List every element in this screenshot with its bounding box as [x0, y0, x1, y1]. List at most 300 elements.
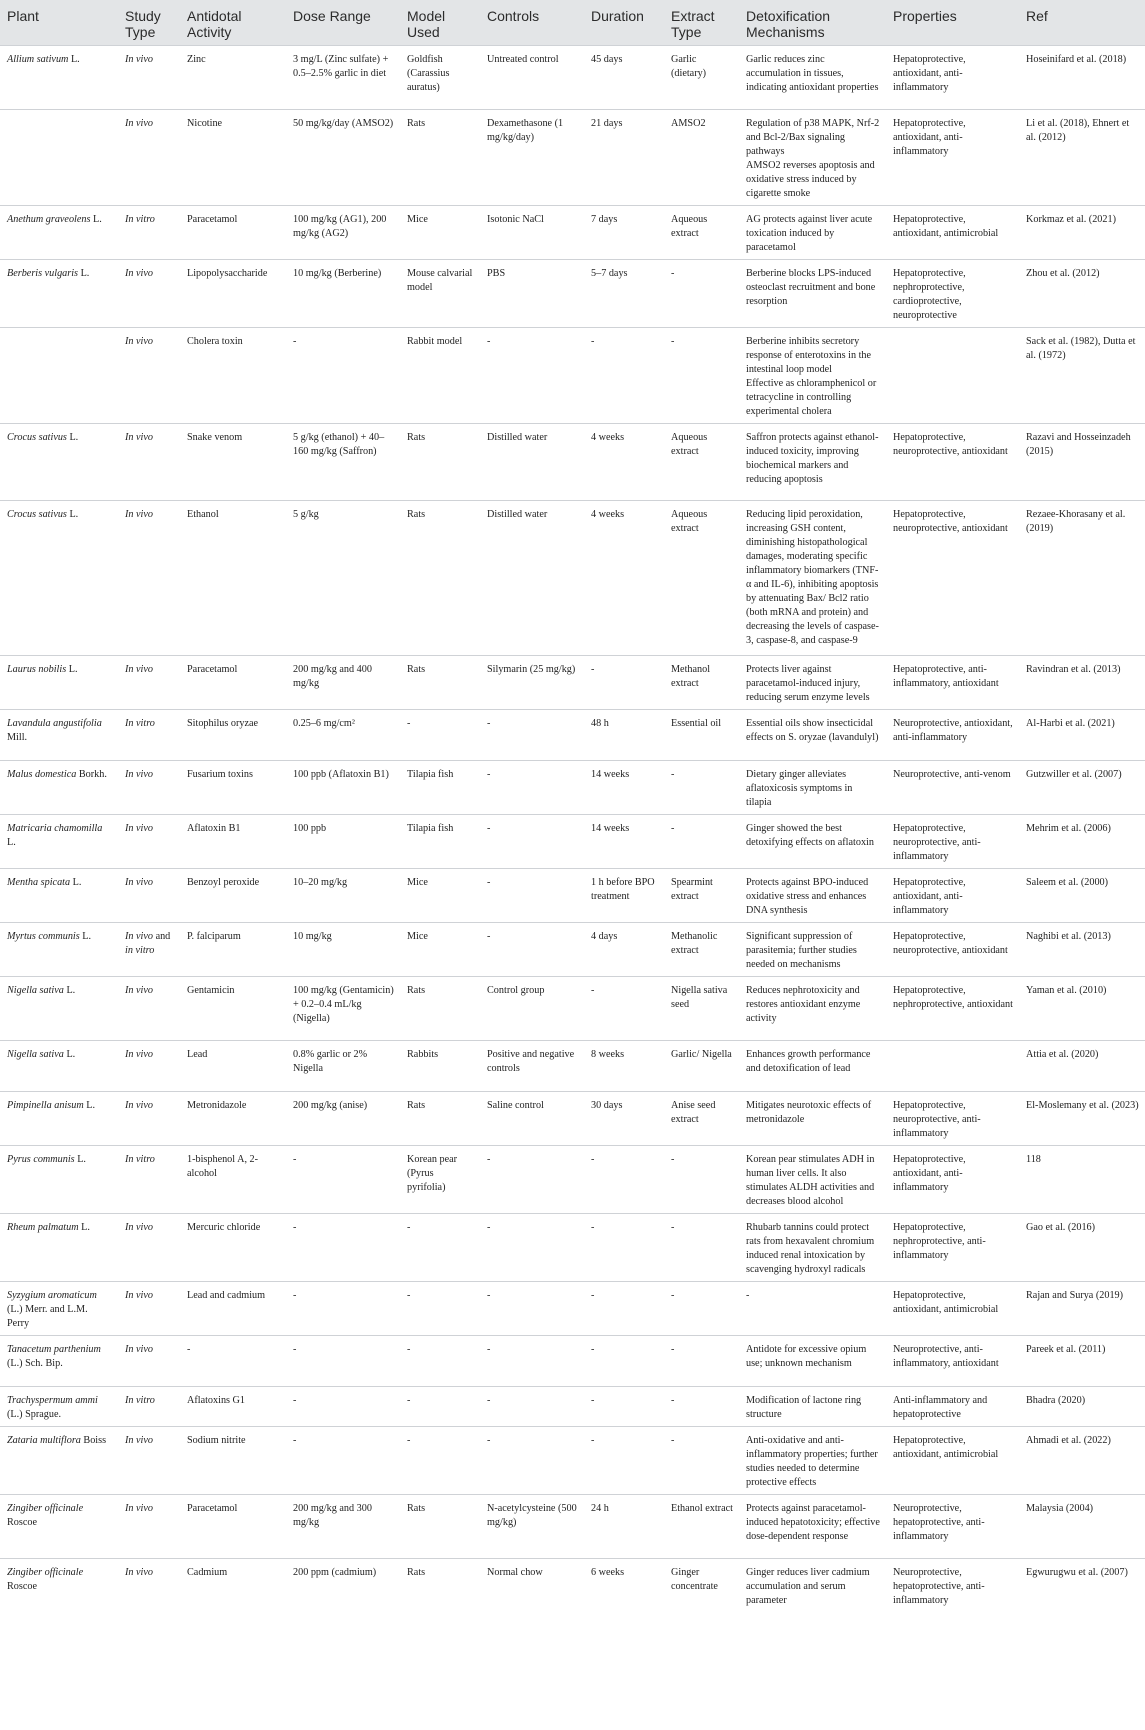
study-type-cell [118, 1146, 180, 1214]
duration-cell: 6 weeks [584, 1559, 664, 1613]
model-cell: Goldfish (Carassius auratus) [400, 46, 480, 110]
mechanisms-cell: - [739, 1282, 886, 1336]
study-type: In vivo [125, 432, 154, 443]
plant-cell [0, 761, 118, 815]
study-type: In vivo [125, 118, 154, 129]
activity-cell: Metronidazole [180, 1092, 286, 1146]
plant-name: Berberis vulgaris [7, 268, 79, 279]
ref-cell: Razavi and Hosseinzadeh (2015) [1019, 424, 1145, 501]
study-type: In vitro [125, 718, 155, 729]
plant-cell [0, 260, 118, 328]
model-cell: - [400, 1214, 480, 1282]
column-header: Model Used [400, 0, 480, 46]
column-header: Antidotal Activity [180, 0, 286, 46]
plant-name: Matricaria chamomilla [7, 823, 103, 834]
table-row [0, 46, 1145, 110]
activity-cell: Sodium nitrite [180, 1427, 286, 1495]
study-type-cell [118, 815, 180, 869]
properties-cell: Neuroprotective, hepatoprotective, anti-inflammatory [886, 1495, 1019, 1559]
table-row [0, 1336, 1145, 1387]
extract-cell: Nigella sativa seed [664, 977, 739, 1041]
table-row [0, 1282, 1145, 1336]
mechanisms-cell: Essential oils show insecticidal effects on S. oryzae (lavandulyl) [739, 710, 886, 761]
plant-name: Zingiber officinale [7, 1567, 84, 1578]
activity-cell: Ethanol [180, 501, 286, 656]
table-row [0, 977, 1145, 1041]
plant-author: L. [63, 1049, 76, 1060]
mechanisms-cell: Berberine inhibits secretory response of enterotoxins in the intestinal loop model Effective as chloramphenicol or tetracycline in controlling experimental cholera [739, 328, 886, 424]
model-cell: Rats [400, 1495, 480, 1559]
study-type: In vivo [125, 1100, 154, 1111]
duration-cell: 1 h before BPO treatment [584, 869, 664, 923]
duration-cell: 4 weeks [584, 501, 664, 656]
plant-author: Borkh. [76, 769, 107, 780]
extract-cell: Anise seed extract [664, 1092, 739, 1146]
plant-cell [0, 110, 118, 206]
properties-cell: Hepatoprotective, antioxidant, antimicrobial [886, 1427, 1019, 1495]
study-type-cell [118, 1282, 180, 1336]
study-type: In vivo [125, 54, 154, 65]
plant-cell [0, 424, 118, 501]
study-type-cell [118, 206, 180, 260]
extract-cell: - [664, 260, 739, 328]
activity-cell: Paracetamol [180, 656, 286, 710]
extract-cell: Aqueous extract [664, 501, 739, 656]
model-cell: Mice [400, 923, 480, 977]
plant-cell [0, 1495, 118, 1559]
plant-author: L. [68, 54, 80, 65]
properties-cell: Hepatoprotective, neuroprotective, anti-inflammatory [886, 815, 1019, 869]
plant-cell [0, 501, 118, 656]
ref-cell: Gutzwiller et al. (2007) [1019, 761, 1145, 815]
ref-cell: Pareek et al. (2011) [1019, 1336, 1145, 1387]
dose-cell: 10 mg/kg [286, 923, 400, 977]
dose-cell: 50 mg/kg/day (AMSO2) [286, 110, 400, 206]
study-type: In vivo [125, 1344, 154, 1355]
extract-cell: AMSO2 [664, 110, 739, 206]
properties-cell [886, 328, 1019, 424]
controls-cell: - [480, 869, 584, 923]
table-row [0, 1559, 1145, 1613]
model-cell: - [400, 1282, 480, 1336]
plant-author: L. [63, 985, 76, 996]
ref-cell: Malaysia (2004) [1019, 1495, 1145, 1559]
properties-cell: Hepatoprotective, antioxidant, anti-inflammatory [886, 869, 1019, 923]
study-type-cell [118, 328, 180, 424]
study-type-cell [118, 656, 180, 710]
column-header: Extract Type [664, 0, 739, 46]
mechanisms-cell: Reduces nephrotoxicity and restores antioxidant enzyme activity [739, 977, 886, 1041]
study-type-cell [118, 260, 180, 328]
controls-cell: Isotonic NaCl [480, 206, 584, 260]
activity-cell: Lead [180, 1041, 286, 1092]
mechanisms-cell: Significant suppression of parasitemia; further studies needed on mechanisms [739, 923, 886, 977]
mechanisms-cell: Reducing lipid peroxidation, increasing GSH content, diminishing histopathological damages, moderating specific inflammatory biomarkers (TNF-α and IL-6), inhibiting apoptosis by attenuating Bax/ Bcl2 ratio (both mRNA and protein) and decreasing the levels of caspase-3, caspase-8, and caspase-9 [739, 501, 886, 656]
mechanisms-cell: AG protects against liver acute toxication induced by paracetamol [739, 206, 886, 260]
activity-cell: Fusarium toxins [180, 761, 286, 815]
plant-name: Mentha spicata [7, 877, 71, 888]
study-type-cell [118, 501, 180, 656]
table-row [0, 1214, 1145, 1282]
study-type-cell [118, 1387, 180, 1427]
controls-cell: Normal chow [480, 1559, 584, 1613]
dose-cell: 10–20 mg/kg [286, 869, 400, 923]
study-type: In vivo [125, 1222, 154, 1233]
plant-author: L. [83, 1100, 96, 1111]
controls-cell: - [480, 923, 584, 977]
dose-cell: - [286, 1387, 400, 1427]
plant-name: Myrtus communis [7, 931, 80, 942]
plant-author: L. [66, 509, 79, 520]
extract-cell: - [664, 1146, 739, 1214]
study-type-cell [118, 710, 180, 761]
plant-name: Anethum graveolens [7, 214, 91, 225]
mechanisms-cell: Berberine blocks LPS-induced osteoclast recruitment and bone resorption [739, 260, 886, 328]
study-type-cell [118, 1495, 180, 1559]
dose-cell: 0.8% garlic or 2% Nigella [286, 1041, 400, 1092]
plant-name: Nigella sativa [7, 1049, 64, 1060]
extract-cell: Aqueous extract [664, 424, 739, 501]
model-cell: Rats [400, 656, 480, 710]
duration-cell: 21 days [584, 110, 664, 206]
dose-cell: - [286, 1214, 400, 1282]
ref-cell: 118 [1019, 1146, 1145, 1214]
plant-name: Nigella sativa [7, 985, 64, 996]
properties-cell: Hepatoprotective, neuroprotective, anti-inflammatory [886, 1092, 1019, 1146]
controls-cell: - [480, 761, 584, 815]
controls-cell: - [480, 1282, 584, 1336]
table-row [0, 656, 1145, 710]
properties-cell: Hepatoprotective, antioxidant, anti-inflammatory [886, 1146, 1019, 1214]
study-type: In vivo [125, 1503, 154, 1514]
extract-cell: - [664, 815, 739, 869]
duration-cell: - [584, 1282, 664, 1336]
model-cell: Rats [400, 424, 480, 501]
plant-name: Pimpinella anisum [7, 1100, 84, 1111]
extract-cell: Methanol extract [664, 656, 739, 710]
extract-cell: Aqueous extract [664, 206, 739, 260]
extract-cell: Ethanol extract [664, 1495, 739, 1559]
properties-cell: Hepatoprotective, antioxidant, anti-inflammatory [886, 110, 1019, 206]
controls-cell: Distilled water [480, 424, 584, 501]
model-cell: Rats [400, 977, 480, 1041]
dose-cell: 100 ppb [286, 815, 400, 869]
plant-name: Zingiber officinale [7, 1503, 84, 1514]
dose-cell: 0.25–6 mg/cm² [286, 710, 400, 761]
duration-cell: - [584, 1387, 664, 1427]
dose-cell: 10 mg/kg (Berberine) [286, 260, 400, 328]
ref-cell: Li et al. (2018), Ehnert et al. (2012) [1019, 110, 1145, 206]
mechanisms-cell: Regulation of p38 MAPK, Nrf-2 and Bcl-2/Bax signaling pathways AMSO2 reverses apoptosis and oxidative stress induced by cigarette smoke [739, 110, 886, 206]
study-type-conjunction: and [153, 931, 171, 942]
header-row [0, 0, 1145, 46]
study-type: In vivo [125, 985, 154, 996]
plant-author: L. [78, 1222, 90, 1233]
duration-cell: 8 weeks [584, 1041, 664, 1092]
ref-cell: Naghibi et al. (2013) [1019, 923, 1145, 977]
dose-cell: 3 mg/L (Zinc sulfate) + 0.5–2.5% garlic in diet [286, 46, 400, 110]
controls-cell: PBS [480, 260, 584, 328]
activity-cell: 1-bisphenol A, 2-alcohol [180, 1146, 286, 1214]
table-row [0, 260, 1145, 328]
properties-cell: Hepatoprotective, antioxidant, antimicrobial [886, 1282, 1019, 1336]
plant-cell [0, 923, 118, 977]
dose-cell: 5 g/kg (ethanol) + 40–160 mg/kg (Saffron) [286, 424, 400, 501]
study-type-cell [118, 977, 180, 1041]
duration-cell: 4 weeks [584, 424, 664, 501]
mechanisms-cell: Ginger showed the best detoxifying effects on aflatoxin [739, 815, 886, 869]
column-header: Detoxification Mechanisms [739, 0, 886, 46]
controls-cell: Positive and negative controls [480, 1041, 584, 1092]
study-type-cell [118, 1092, 180, 1146]
study-type: In vivo [125, 664, 154, 675]
study-type: In vivo [125, 268, 154, 279]
table-row [0, 1041, 1145, 1092]
study-type: In vivo [125, 336, 154, 347]
study-type-cell [118, 46, 180, 110]
controls-cell: Dexamethasone (1 mg/kg/day) [480, 110, 584, 206]
activity-cell: Mercuric chloride [180, 1214, 286, 1282]
model-cell: Tilapia fish [400, 815, 480, 869]
duration-cell: - [584, 1427, 664, 1495]
table-row [0, 1092, 1145, 1146]
model-cell: Mice [400, 206, 480, 260]
column-header: Study Type [118, 0, 180, 46]
study-type: In vitro [125, 214, 155, 225]
duration-cell: 4 days [584, 923, 664, 977]
plant-name: Malus domestica [7, 769, 77, 780]
properties-cell: Neuroprotective, anti-venom [886, 761, 1019, 815]
extract-cell: Ginger concentrate [664, 1559, 739, 1613]
study-type: In vivo [125, 1567, 154, 1578]
duration-cell: 30 days [584, 1092, 664, 1146]
ref-cell: Rajan and Surya (2019) [1019, 1282, 1145, 1336]
duration-cell: - [584, 1146, 664, 1214]
controls-cell: Untreated control [480, 46, 584, 110]
study-type-cell [118, 923, 180, 977]
plant-author: L. [66, 432, 79, 443]
activity-cell: Paracetamol [180, 206, 286, 260]
model-cell: Rats [400, 1559, 480, 1613]
controls-cell: Silymarin (25 mg/kg) [480, 656, 584, 710]
properties-cell: Hepatoprotective, nephroprotective, antioxidant [886, 977, 1019, 1041]
dose-cell: - [286, 1146, 400, 1214]
dose-cell: 200 ppm (cadmium) [286, 1559, 400, 1613]
controls-cell: - [480, 1214, 584, 1282]
dose-cell: - [286, 328, 400, 424]
table-row [0, 110, 1145, 206]
mechanisms-cell: Modification of lactone ring structure [739, 1387, 886, 1427]
properties-cell: Hepatoprotective, neuroprotective, antioxidant [886, 424, 1019, 501]
activity-cell: Nicotine [180, 110, 286, 206]
model-cell: Rats [400, 110, 480, 206]
plant-cell [0, 815, 118, 869]
activity-cell: Gentamicin [180, 977, 286, 1041]
table-row [0, 710, 1145, 761]
plant-cell [0, 1092, 118, 1146]
mechanisms-cell: Garlic reduces zinc accumulation in tissues, indicating antioxidant properties [739, 46, 886, 110]
controls-cell: Saline control [480, 1092, 584, 1146]
plant-cell [0, 1559, 118, 1613]
dose-cell: 200 mg/kg (anise) [286, 1092, 400, 1146]
activity-cell: Aflatoxins G1 [180, 1387, 286, 1427]
plant-cell [0, 1427, 118, 1495]
ref-cell: Saleem et al. (2000) [1019, 869, 1145, 923]
activity-cell: Lead and cadmium [180, 1282, 286, 1336]
properties-cell: Neuroprotective, hepatoprotective, anti-inflammatory [886, 1559, 1019, 1613]
dose-cell: - [286, 1336, 400, 1387]
controls-cell: - [480, 1387, 584, 1427]
duration-cell: - [584, 1336, 664, 1387]
column-header: Plant [0, 0, 118, 46]
table-row [0, 1427, 1145, 1495]
mechanisms-cell: Rhubarb tannins could protect rats from hexavalent chromium induced renal intoxication by scavenging hydroxyl radicals [739, 1214, 886, 1282]
extract-cell: - [664, 1387, 739, 1427]
mechanisms-cell: Protects against BPO-induced oxidative stress and enhances DNA synthesis [739, 869, 886, 923]
ref-cell: Bhadra (2020) [1019, 1387, 1145, 1427]
study-type: In vivo [125, 823, 154, 834]
study-type: In vivo [125, 1290, 154, 1301]
activity-cell: Cholera toxin [180, 328, 286, 424]
study-type-cell [118, 424, 180, 501]
properties-cell: Hepatoprotective, antioxidant, antimicrobial [886, 206, 1019, 260]
ref-cell: Ravindran et al. (2013) [1019, 656, 1145, 710]
ref-cell: Rezaee-Khorasany et al. (2019) [1019, 501, 1145, 656]
extract-cell: - [664, 1214, 739, 1282]
study-type: In vitro [125, 1154, 155, 1165]
model-cell: Rats [400, 1092, 480, 1146]
extract-cell: - [664, 328, 739, 424]
table-row [0, 869, 1145, 923]
plant-author: (L.) Merr. and L.M. Perry [7, 1304, 88, 1329]
study-type-cell [118, 761, 180, 815]
dose-cell: 100 mg/kg (AG1), 200 mg/kg (AG2) [286, 206, 400, 260]
table-row [0, 1387, 1145, 1427]
mechanisms-cell: Korean pear stimulates ADH in human liver cells. It also stimulates ALDH activities and decreases blood alcohol [739, 1146, 886, 1214]
table-row [0, 206, 1145, 260]
plant-cell [0, 656, 118, 710]
properties-cell: Neuroprotective, anti-inflammatory, antioxidant [886, 1336, 1019, 1387]
duration-cell: - [584, 977, 664, 1041]
mechanisms-cell: Anti-oxidative and anti-inflammatory properties; further studies needed to determine protective effects [739, 1427, 886, 1495]
controls-cell: N-acetylcysteine (500 mg/kg) [480, 1495, 584, 1559]
activity-cell: P. falciparum [180, 923, 286, 977]
duration-cell: 7 days [584, 206, 664, 260]
extract-cell: - [664, 1427, 739, 1495]
table-row [0, 1146, 1145, 1214]
properties-cell [886, 1041, 1019, 1092]
study-type-cell [118, 1041, 180, 1092]
duration-cell: - [584, 1214, 664, 1282]
plant-author: L. [66, 664, 78, 675]
plant-cell [0, 710, 118, 761]
model-cell: Mouse calvarial model [400, 260, 480, 328]
mechanisms-cell: Protects liver against paracetamol-induced injury, reducing serum enzyme levels [739, 656, 886, 710]
activity-cell: Aflatoxin B1 [180, 815, 286, 869]
plant-cell [0, 977, 118, 1041]
ref-cell: Korkmaz et al. (2021) [1019, 206, 1145, 260]
study-type-cell [118, 1559, 180, 1613]
dose-cell: 200 mg/kg and 300 mg/kg [286, 1495, 400, 1559]
controls-cell: - [480, 815, 584, 869]
column-header: Duration [584, 0, 664, 46]
duration-cell: 14 weeks [584, 815, 664, 869]
plant-cell [0, 1282, 118, 1336]
dose-cell: 200 mg/kg and 400 mg/kg [286, 656, 400, 710]
table-row [0, 328, 1145, 424]
plant-name: Laurus nobilis [7, 664, 67, 675]
mechanisms-cell: Antidote for excessive opium use; unknown mechanism [739, 1336, 886, 1387]
activity-cell: Paracetamol [180, 1495, 286, 1559]
model-cell: Tilapia fish [400, 761, 480, 815]
plant-author: Mill. [7, 732, 28, 743]
dose-cell: - [286, 1282, 400, 1336]
duration-cell: - [584, 656, 664, 710]
mechanisms-cell: Protects against paracetamol-induced hepatotoxicity; effective dose-dependent response [739, 1495, 886, 1559]
column-header: Properties [886, 0, 1019, 46]
table-body [0, 46, 1145, 1613]
plant-cell [0, 328, 118, 424]
dose-cell: 100 ppb (Aflatoxin B1) [286, 761, 400, 815]
model-cell: Korean pear (Pyrus pyrifolia) [400, 1146, 480, 1214]
study-type: In vivo [125, 877, 154, 888]
study-type: In vivo [125, 931, 154, 942]
plant-name: Allium sativum [7, 54, 69, 65]
plant-cell [0, 1214, 118, 1282]
duration-cell: 24 h [584, 1495, 664, 1559]
plant-author: L. [78, 268, 90, 279]
model-cell: Rabbit model [400, 328, 480, 424]
controls-cell: - [480, 328, 584, 424]
ref-cell: El-Moslemany et al. (2023) [1019, 1092, 1145, 1146]
properties-cell: Hepatoprotective, anti-inflammatory, antioxidant [886, 656, 1019, 710]
column-header: Dose Range [286, 0, 400, 46]
controls-cell: - [480, 1427, 584, 1495]
plant-author: Roscoe [7, 1581, 37, 1592]
extract-cell: - [664, 1336, 739, 1387]
model-cell: - [400, 1336, 480, 1387]
controls-cell: - [480, 1146, 584, 1214]
study-type: In vivo [125, 769, 154, 780]
ref-cell: Zhou et al. (2012) [1019, 260, 1145, 328]
duration-cell: 45 days [584, 46, 664, 110]
study-type-cell [118, 1336, 180, 1387]
mechanisms-cell: Dietary ginger alleviates aflatoxicosis symptoms in tilapia [739, 761, 886, 815]
extract-cell: Methanolic extract [664, 923, 739, 977]
table-row [0, 815, 1145, 869]
table-row [0, 1495, 1145, 1559]
table-row [0, 501, 1145, 656]
study-type-cell [118, 1427, 180, 1495]
plant-author: L. [90, 214, 102, 225]
plant-author: L. [79, 931, 92, 942]
properties-cell: Anti-inflammatory and hepatoprotective [886, 1387, 1019, 1427]
plant-name: Rheum palmatum [7, 1222, 79, 1233]
controls-cell: Distilled water [480, 501, 584, 656]
ref-cell: Hoseinifard et al. (2018) [1019, 46, 1145, 110]
plant-cell [0, 46, 118, 110]
mechanisms-cell: Ginger reduces liver cadmium accumulation and serum parameter [739, 1559, 886, 1613]
controls-cell: Control group [480, 977, 584, 1041]
activity-cell: - [180, 1336, 286, 1387]
study-type-secondary: in vitro [125, 945, 155, 956]
mechanisms-cell: Saffron protects against ethanol-induced toxicity, improving biochemical markers and reducing apoptosis [739, 424, 886, 501]
extract-cell: Garlic/ Nigella [664, 1041, 739, 1092]
activity-cell: Cadmium [180, 1559, 286, 1613]
ref-cell: Attia et al. (2020) [1019, 1041, 1145, 1092]
activity-cell: Benzoyl peroxide [180, 869, 286, 923]
plant-author: (L.) Sprague. [7, 1409, 62, 1420]
